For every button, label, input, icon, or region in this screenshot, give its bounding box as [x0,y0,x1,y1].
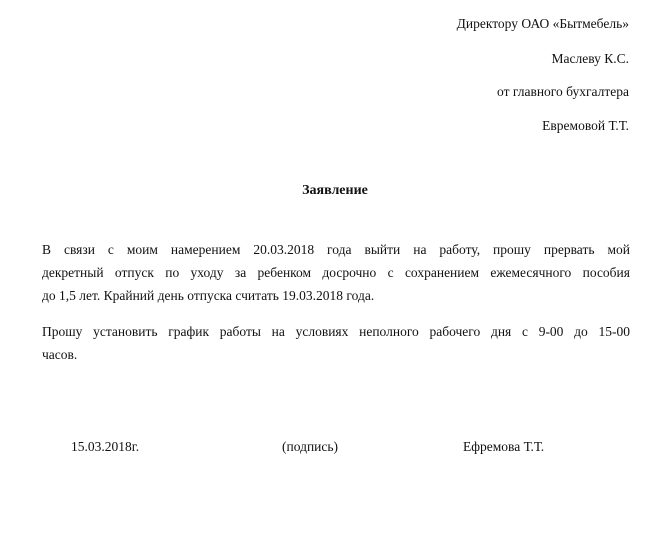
paragraph-request [42,238,630,307]
paragraph-line: до 1,5 лет. Крайний день отпуска считать 19.03.2018 года. [42,288,375,303]
paragraph-schedule [42,320,630,366]
addressee-position: Директору ОАО «Бытмебель» [456,16,629,31]
paragraph-line: декретный отпуск по уходу за ребенком досрочно с сохранением ежемесячного пособия [42,265,630,280]
signature-name: Ефремова Т.Т. [463,439,545,454]
signature-date: 15.03.2018г. [71,439,140,454]
paragraph-line: В связи с моим намерением 20.03.2018 года выйти на работу, прошу прервать мой [42,242,630,257]
sender-name: Евремовой Т.Т. [542,118,629,133]
signature-label: (подпись) [282,439,339,454]
paragraph-line: часов. [42,347,78,362]
sender-position: от главного бухгалтера [497,84,629,99]
document-title: Заявление [302,183,368,198]
addressee-name: Маслеву К.С. [551,51,629,66]
paragraph-line: Прошу установить график работы на условиях неполного рабочего дня с 9-00 до 15-00 [42,324,630,339]
